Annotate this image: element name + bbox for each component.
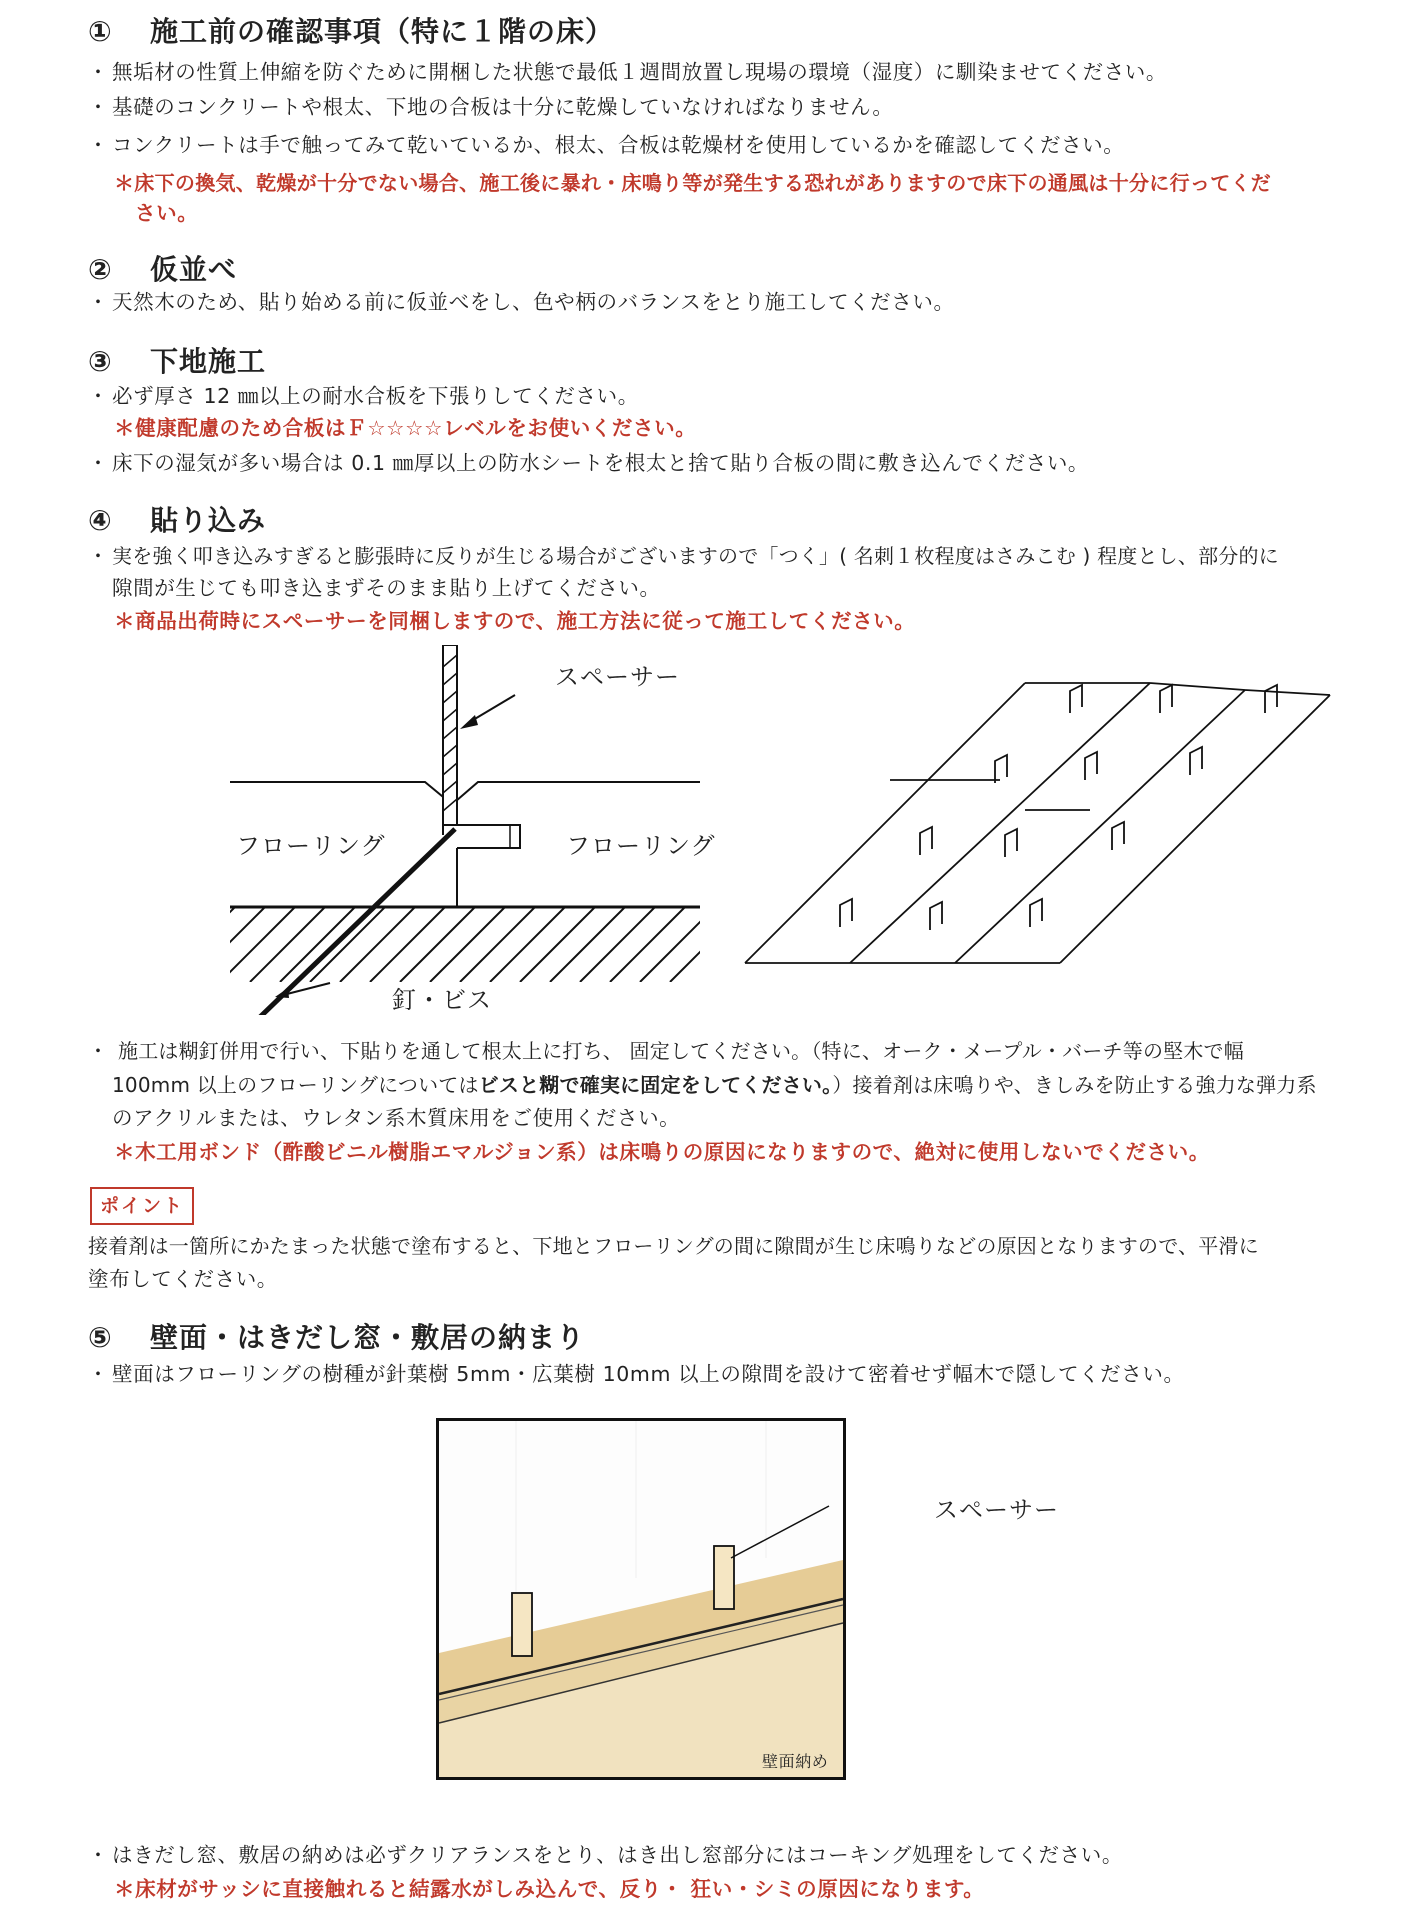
warning-note: ＊健康配慮のため合板はＦ☆☆☆☆レベルをお使いください。 [114, 416, 697, 440]
section-number: ① [88, 15, 113, 48]
section-number: ⑤ [88, 1321, 113, 1354]
warning-note: ＊木工用ボンド（酢酸ビニル樹脂エマルジョン系）は床鳴りの原因になりますので、絶対に使用しないでください。 [114, 1140, 1210, 1164]
nail-screw-label: 釘・ビス [392, 986, 492, 1014]
section-title: 貼り込み [150, 504, 267, 537]
warning-note-cont: さい。 [135, 201, 199, 225]
paragraph-line: 100mm 以上のフローリングについてはビスと糊で確実に固定をしてください。）接着剤は床鳴りや、きしみを防止する強力な弾力系 [112, 1073, 1317, 1097]
section-number: ④ [88, 504, 113, 537]
section-number: ② [88, 253, 113, 286]
photo-caption: 壁面納め [762, 1752, 829, 1771]
section-4-heading [88, 499, 266, 539]
paragraph-line: のアクリルまたは、ウレタン系木質床用をご使用ください。 [112, 1106, 681, 1130]
point-text-cont: 塗布してください。 [88, 1267, 278, 1291]
spacer-label: スペーサー [555, 663, 680, 691]
photo-spacer-label: スペーサー [934, 1496, 1059, 1524]
flooring-left-label: フローリング [236, 832, 386, 860]
section-1-heading [88, 10, 614, 50]
section-title: 仮並べ [150, 253, 238, 286]
flooring-spacers-isometric-diagram [740, 665, 1340, 975]
warning-note: ＊床下の換気、乾燥が十分でない場合、施工後に暴れ・床鳴り等が発生する恐れがありますので床下の通風は十分に行ってくだ [114, 171, 1272, 195]
warning-note: ＊床材がサッシに直接触れると結露水がしみ込んで、反り・ 狂い・シミの原因になります。 [114, 1877, 985, 1901]
section-number: ③ [88, 345, 113, 378]
section-title: 壁面・はきだし窓・敷居の納まり [150, 1321, 586, 1354]
point-badge: ポイント [90, 1187, 194, 1225]
flooring-right-label: フローリング [566, 832, 716, 860]
section-5-heading [88, 1316, 585, 1356]
section-3-heading [88, 340, 266, 380]
list-item-cont: 隙間が生じても叩き込まずそのまま貼り上げてください。 [112, 576, 661, 600]
section-2-heading [88, 248, 237, 288]
document-page: ① 施工前の確認事項（特に１階の床） ・ 無垢材の性質上伸縮を防ぐために開梱した状態で最低１週間放置し現場の環境（湿度）に馴染ませてください。 ・ 基礎のコンクリートや根太、下地の合板は十分に乾燥していなければなりません。 ・ コンクリートは手で触ってみて乾いているか、根太、合板は乾燥材を使用しているかを確認してください。 ＊床下の換気、乾燥が十分でない場合、施工後に暴れ・床鳴り等が発生する恐れがありますので床下の通風は十分に行ってくだ さい。 ② 仮並べ ・ 天然木のため、貼り始める前に仮並べをし、色や柄のバランスをとり施工してください。 ③ 下地施工 ・ 必ず厚さ 12 ㎜以上の耐水合板を下張りしてください。 ＊健康配慮のため合板はＦ☆☆☆☆レベルをお使いください。 ・ 床下の湿気が多い場合は 0.1 ㎜厚以上の防水シートを根太と捨て貼り合板の間に敷き込んでください。 ④ 貼り込み ・ 実を強く叩き込みすぎると膨張時に反りが生じる場合がございますので「つく」( 名刺１枚程度はさみこむ ) 程度とし、部分的に 隙間が生じても叩き込まずそのまま貼り上げてください。 ＊商品出荷時にスペーサーを同梱しますので、施工方法に従って施工してください。 スペーサー フローリング フローリング 釘・ビス ・ 施工は糊釘併用で行い、下貼りを通して根太上に打ち、 固定してください。（特に、オーク・メープル・バーチ等の堅木で幅 100mm 以上のフローリングについてはビスと糊で確実に固定をしてください。）接着剤は床鳴りや、きしみを防止する強力な弾力系 のアクリルまたは、ウレタン系木質床用をご使用ください。 ＊木工用ボンド（酢酸ビニル樹脂エマルジョン系）は床鳴りの原因になりますので、絶対に使用しないでください。 ポイント 接着剤は一箇所にかたまった状態で塗布すると、下地とフローリングの間に隙間が生じ床鳴りなどの原因となりますので、平滑に 塗布してください。 ⑤ 壁面・はきだし窓・敷居の納まり ・ 壁面はフローリングの樹種が針葉樹 5mm・広葉樹 10mm 以上の隙間を設けて密着せず幅木で隠してください。 スペーサー 壁面納め ・ はきだし窓、敷居の納めは必ずクリアランスをとり、はき出し窓部分にはコーキング処理をしてください。 ＊床材がサッシに直接触れると結露水がしみ込んで、反り・ 狂い・シミの原因になります。 [0, 0, 1421, 1920]
wall-installation-photo [436, 1418, 846, 1780]
section-title: 施工前の確認事項（特に１階の床） [150, 15, 615, 48]
warning-note: ＊商品出荷時にスペーサーを同梱しますので、施工方法に従って施工してください。 [114, 609, 916, 633]
section-title: 下地施工 [150, 345, 267, 378]
point-text: 接着剤は一箇所にかたまった状態で塗布すると、下地とフローリングの間に隙間が生じ床鳴りなどの原因となりますので、平滑に [88, 1234, 1259, 1258]
emphasis-text: ビスと糊で確実に固定をしてください。 [478, 1073, 833, 1097]
